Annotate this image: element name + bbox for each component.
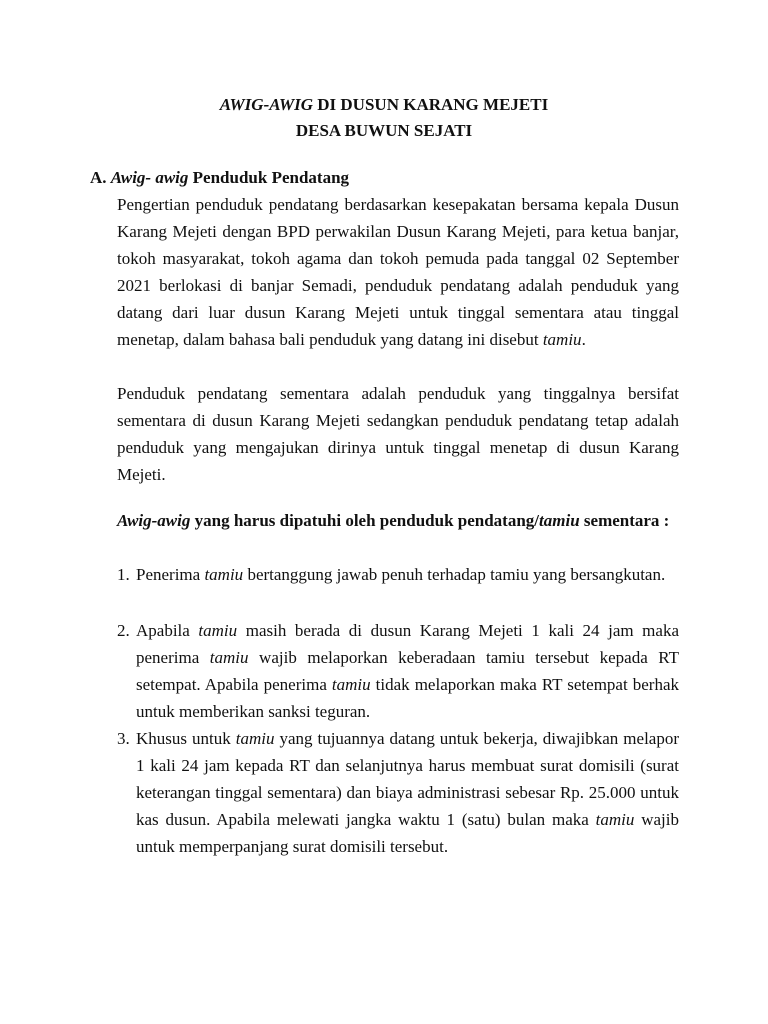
document-title-line2: DESA BUWUN SEJATI — [295, 121, 473, 140]
list-text — [136, 617, 679, 725]
paragraph1-end: . — [581, 330, 586, 349]
list-number: 2. — [117, 621, 130, 640]
list-italic-term: tamiu — [198, 621, 238, 640]
paragraph-types: Penduduk pendatang sementara adalah penduduk yang tinggalnya bersifat sementara di dusun Karang Mejeti sedangkan penduduk pendatang tetap adalah penduduk yang mengajukan dirinya untuk tinggal menetap di dusun Karang Mejeti. — [117, 384, 679, 484]
title-italic: AWIG-AWIG — [219, 95, 314, 114]
list-item — [117, 617, 679, 725]
section-a-italic: Awig- awig — [110, 168, 189, 187]
list-text-segment: wajib untuk memperpanjang surat domisili tersebut. — [136, 810, 679, 856]
rules-subheading — [117, 507, 679, 534]
title-rest: DI DUSUN KARANG MEJETI — [313, 95, 549, 114]
list-text — [136, 725, 679, 860]
list-text-segment: masih berada di dusun Karang Mejeti 1 kali 24 jam maka penerima — [136, 621, 679, 667]
subheading-italic1: Awig-awig — [117, 511, 191, 530]
subheading-mid: yang harus dipatuhi oleh penduduk pendatang/ — [190, 511, 540, 530]
list-italic-term: tamiu — [204, 565, 244, 584]
paragraph1-text: Pengertian penduduk pendatang berdasarkan kesepakatan bersama kepala Dusun Karang Mejeti dengan BPD perwakilan Dusun Karang Mejeti, para ketua banjar, tokoh masyarakat, tokoh agama dan tokoh pemuda pada tanggal 02 September 2021 berlokasi di banjar Semadi, penduduk pendatang adalah penduduk yang datang dari luar dusun Karang Mejeti untuk tinggal sementara atau tinggal menetap, dalam bahasa bali penduduk yang datang ini disebut — [117, 195, 679, 349]
list-text-segment: wajib melaporkan keberadaan tamiu tersebut kepada RT setempat. Apabila penerima — [136, 648, 679, 694]
document-title-line1 — [0, 92, 768, 118]
section-a-prefix: A. — [90, 168, 111, 187]
list-text-segment: Apabila — [136, 621, 199, 640]
list-text-segment: tidak melaporkan maka RT setempat berhak untuk memberikan sanksi teguran. — [136, 675, 679, 721]
list-italic-term: tamiu — [235, 729, 275, 748]
list-text — [136, 561, 679, 588]
section-a-heading — [90, 165, 349, 191]
list-italic-term: tamiu — [209, 648, 249, 667]
list-text-segment: Penerima — [136, 565, 205, 584]
subheading-end: sementara : — [579, 511, 670, 530]
list-text-segment: yang tujuannya datang untuk bekerja, diwajibkan melapor 1 kali 24 jam kepada RT dan selanjutnya harus membuat surat domisili (surat keterangan tinggal sementara) dan biaya administrasi sebesar Rp. 25.000 untuk kas dusun. Apabila melewati jangka waktu 1 (satu) bulan maka — [136, 729, 679, 829]
list-number: 3. — [117, 729, 130, 748]
list-text-segment: bertanggung jawab penuh terhadap tamiu yang bersangkutan. — [243, 565, 666, 584]
list-text-segment: Khusus untuk — [136, 729, 236, 748]
list-item — [117, 561, 679, 588]
paragraph-definition — [117, 191, 679, 353]
section-a-rest: Penduduk Pendatang — [188, 168, 350, 187]
list-italic-term: tamiu — [331, 675, 371, 694]
list-number: 1. — [117, 565, 130, 584]
list-italic-term: tamiu — [595, 810, 635, 829]
list-item — [117, 725, 679, 860]
paragraph1-italic: tamiu — [542, 330, 582, 349]
subheading-italic2: tamiu — [539, 511, 580, 530]
